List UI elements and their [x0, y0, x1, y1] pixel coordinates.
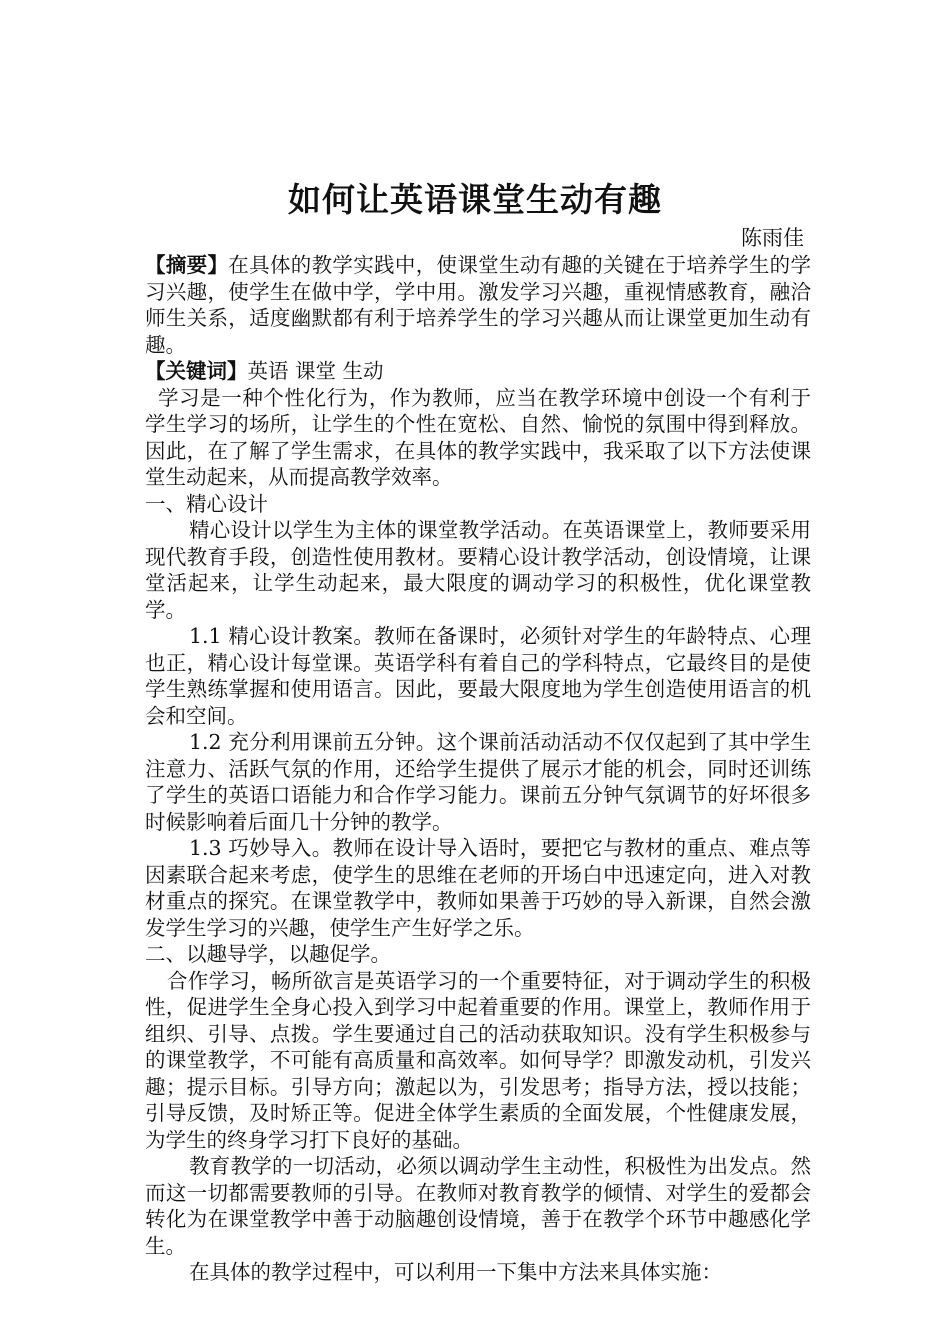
subsection-1-3: 1.3 巧妙导入。教师在设计导入语时，要把它与教材的重点、难点等因素联合起来考虑，使学生的思维在老师的开场白中迅速定向，进入对教材重点的探究。在课堂教学中，教师如果善于巧妙的导入新课，自然会激发学生学习的兴趣，使学生产生好学之乐。 — [145, 836, 811, 940]
section-heading-2: 二、以趣导学，以趣促学。 — [145, 942, 391, 966]
document-body — [145, 252, 811, 1286]
author-name: 陈雨佳 — [741, 226, 804, 250]
section-heading-1: 一、精心设计 — [145, 491, 268, 516]
keywords-paragraph — [145, 358, 811, 385]
abstract-paragraph — [145, 252, 811, 358]
intro-paragraph: 学习是一种个性化行为，作为教师，应当在教学环境中创设一个有利于学生学习的场所，让学生的个性在宽松、自然、愉悦的氛围中得到释放。因此，在了解了学生需求，在具体的教学实践中，我采取了以下方法使课堂生动起来，从而提高教学效率。 — [145, 385, 811, 489]
body-paragraph: 合作学习，畅所欲言是英语学习的一个重要特征，对于调动学生的积极性，促进学生全身心投入到学习中起着重要的作用。课堂上，教师作用于组织、引导、点拨。学生要通过自己的活动获取知识。没有学生积极参与的课堂教学，不可能有高质量和高效率。如何导学？即激发动机，引发兴趣；提示目标。引导方向；激起以为，引发思考；指导方法，授以技能；引导反馈，及时矫正等。促进全体学生素质的全面发展，个性健康发展，为学生的终身学习打下良好的基础。 — [145, 968, 811, 1152]
document-title: 如何让英语课堂生动有趣 — [288, 180, 662, 219]
abstract-text: 在具体的教学实践中，使课堂生动有趣的关键在于培养学生的学习兴趣，使学生在做中学，学中用。激发学习兴趣，重视情感教育，融洽师生关系，适度幽默都有利于培养学生的学习兴趣从而让课堂更加生动有趣。 — [145, 253, 812, 357]
keywords-text: 英语 课堂 生动 — [247, 359, 384, 383]
keywords-label: 【关键词】 — [145, 359, 248, 383]
body-paragraph: 在具体的教学过程中，可以利用一下集中方法来具体实施： — [189, 1260, 722, 1284]
subsection-1-2: 1.2 充分利用课前五分钟。这个课前活动活动不仅仅起到了其中学生注意力、活跃气氛的作用，还给学生提供了展示才能的机会，同时还训练了学生的英语口语能力和合作学习能力。课前五分钟气氛调节的好坏很多时候影响着后面几十分钟的教学。 — [145, 730, 811, 834]
abstract-label: 【摘要】 — [145, 253, 229, 277]
subsection-1-1: 1.1 精心设计教案。教师在备课时，必须针对学生的年龄特点、心理也正，精心设计每堂课。英语学科有着自己的学科特点，它最终目的是使学生熟练掌握和使用语言。因此，要最大限度地为学生创造使用语言的机会和空间。 — [145, 624, 811, 728]
body-paragraph: 精心设计以学生为主体的课堂教学活动。在英语课堂上，教师要采用现代教育手段，创造性使用教材。要精心设计教学活动，创设情境，让课堂活起来，让学生动起来，最大限度的调动学习的积极性，优化课堂教学。 — [145, 518, 811, 622]
body-paragraph: 教育教学的一切活动，必须以调动学生主动性，积极性为出发点。然而这一切都需要教师的引导。在教师对教育教学的倾情、对学生的爱都会转化为在课堂教学中善于动脑趣创设情境，善于在教学个环节中趣感化学生。 — [145, 1154, 811, 1258]
